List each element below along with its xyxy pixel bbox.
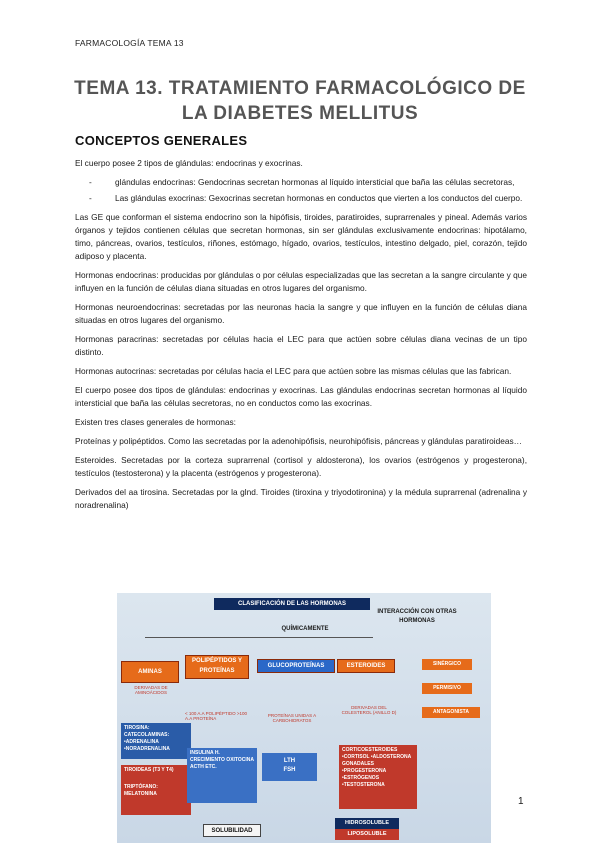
paragraph: Hormonas neuroendocrinas: secretadas por las neuronas hacia la sangre y que influyen en la función de células diana situadas en otros lugares del organismo. [75, 302, 527, 325]
lth-fsh-box [262, 753, 317, 781]
body-text [75, 157, 527, 518]
paragraph: Hormonas endocrinas: producidas por glándulas o por células especializadas que las secretan a la sangre circulante y que influyen en la función de células diana situadas en otros lugares del organismo. [75, 270, 527, 293]
tiroideas-box [121, 765, 191, 815]
page-header: FARMACOLOGÍA TEMA 13 [75, 38, 184, 48]
connector-line [145, 637, 373, 638]
paragraph: Las GE que conforman el sistema endocrino son la hipófisis, tiroides, paratiroides, suprarrenales y pineal. Además varios órganos y tejidos contienen células que secretan hormonas, sin ser glándulas exclusivamente endocrinas: hipotálamo, timo, páncreas, ovarios, testículos, riñones, estómago, hígado, ovarios, testículos, intestino delgado, piel, corazón, tejido adiposo y placenta. [75, 212, 527, 261]
glucoproteinas-box: GLUCOPROTEÍNAS [257, 659, 335, 673]
fsh-text: FSH [283, 767, 296, 773]
glucoproteinas-note: PROTEÍNAS UNIDAS A CARBOHIDRATOS [267, 713, 317, 723]
tiroideas-text: TIROIDEAS (T3 Y T4) [124, 767, 174, 773]
permisivo-box: PERMISIVO [422, 683, 472, 694]
tirosina-box: TIROSINA: CATECOLAMINAS: •ADRENALINA •NORADRENALINA [121, 723, 191, 759]
paragraph: Hormonas autocrinas: secretadas por células hacia el LEC para que actúen sobre las mismas células que las fabrican. [75, 366, 512, 376]
liposoluble-box: LIPOSOLUBLE [335, 829, 399, 840]
triptofano-text: TRIPTÓFANO: MELATONINA [124, 784, 158, 797]
list-item: - glándulas endocrinas: Gendocrinas secretan hormonas al líquido intersticial que baña las células secretoras, [115, 176, 527, 189]
paragraph: Derivados del aa tirosina. Secretadas por la glnd. Tiroides (tiroxina y triyodotironina) y la médula suprarrenal (adrenalina y noradrenalina) [75, 487, 527, 510]
paragraph: Hormonas paracrinas: secretadas por células hacia el LEC para que actúen sobre células diana vecinas de un tipo distinto. [75, 334, 527, 357]
paragraph: Proteínas y polipéptidos. Como las secretadas por la adenohipófisis, neurohipófisis, páncreas y glándulas paratiroideas… [75, 436, 522, 446]
corticoesteroides-box: CORTICOESTEROIDES •CORTISOL •ALDOSTERONA GONADALES •PROGESTERONA •ESTRÓGENOS •TESTOSTERONA [339, 745, 417, 809]
paragraph: El cuerpo posee dos tipos de glándulas: endocrinas y exocrinas. Las glándulas endocrinas secretan hormonas al líquido intersticial que baña las células secretoras, no en conductos como las exocrinas. [75, 385, 527, 408]
paragraph: El cuerpo posee 2 tipos de glándulas: endocrinas y exocrinas. [75, 158, 303, 168]
solubilidad-box: SOLUBILIDAD [203, 824, 261, 837]
hormone-classification-diagram [117, 593, 491, 843]
esteroides-box: ESTEROIDES [337, 659, 395, 673]
paragraph: Esteroides. Secretadas por la corteza suprarrenal (cortisol y aldosterona), los ovarios (estrógenos y progesterona), testículos (testosterona) y la placenta (estrógenos y progesterona). [75, 455, 527, 478]
hidrosoluble-box: HIDROSOLUBLE [335, 818, 399, 829]
diagram-title: CLASIFICACIÓN DE LAS HORMONAS [214, 598, 370, 610]
sinergico-box: SINÉRGICO [422, 659, 472, 670]
esteroides-note: DERIVADAS DEL COLESTEROL (ANILLO D) [341, 705, 397, 715]
antagonista-box: ANTAGONISTA [422, 707, 480, 718]
aminas-box: AMINAS [121, 661, 179, 683]
polipeptidos-note: < 100 A.A POLIPÉPTIDO >100 A.A PROTEÍNA [185, 711, 248, 721]
section-heading: CONCEPTOS GENERALES [75, 133, 248, 148]
polipeptidos-box: POLIPÉPTIDOS Y PROTEÍNAS [185, 655, 249, 679]
paragraph: Existen tres clases generales de hormonas: [75, 417, 236, 427]
page-number: 1 [518, 796, 524, 807]
gland-list [75, 176, 527, 205]
document-title: TEMA 13. TRATAMIENTO FARMACOLÓGICO DE LA DIABETES MELLITUS [74, 78, 526, 124]
insulina-box: INSULINA H. CRECIMIENTO OXITOCINA ACTH ETC. [187, 748, 257, 803]
aminas-note: DERIVADAS DE AMINOÁCIDOS [134, 685, 168, 695]
quimicamente-label: QUÍMICAMENTE [281, 626, 329, 632]
interaction-label: INTERACCIÓN CON OTRAS HORMONAS [377, 609, 457, 624]
lth-text: LTH [283, 758, 296, 764]
list-item: - Las glándulas exocrinas: Gexocrinas secretan hormonas en conductos que vierten a los conductos del cuerpo. [115, 192, 527, 205]
